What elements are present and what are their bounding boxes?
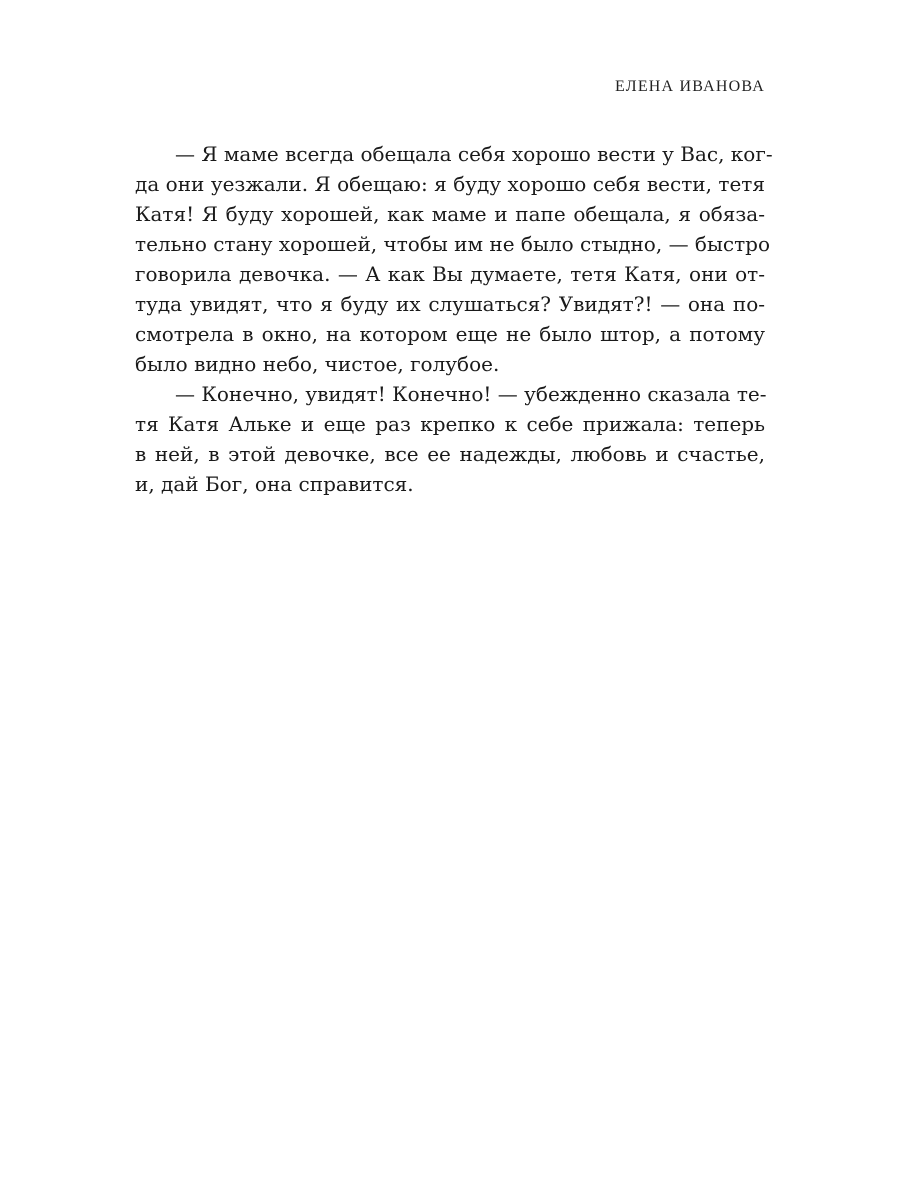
text-line: говорила девочка. — А как Вы думаете, тетя Катя, они от-: [135, 262, 765, 286]
text-line: и, дай Бог, она справится.: [135, 472, 414, 496]
text-line: было видно небо, чистое, голубое.: [135, 352, 500, 376]
text-line: да они уезжали. Я обещаю: я буду хорошо себя вести, тетя: [135, 172, 765, 196]
body-text: [135, 139, 773, 499]
text-line: — Я маме всегда обещала себя хорошо вести у Вас, ког-: [175, 142, 773, 166]
text-line: в ней, в этой девочке, все ее надежды, любовь и счастье,: [135, 442, 765, 466]
text-line: Катя! Я буду хорошей, как маме и папе обещала, я обяза-: [135, 202, 765, 226]
paragraph-1: [135, 139, 773, 379]
text-line: тельно стану хорошей, чтобы им не было стыдно, — быстро: [135, 232, 770, 256]
text-line: смотрела в окно, на котором еще не было штор, а потому: [135, 322, 765, 346]
text-line: тя Катя Альке и еще раз крепко к себе прижала: теперь: [135, 412, 765, 436]
text-line: — Конечно, увидят! Конечно! — убежденно сказала те-: [175, 382, 767, 406]
text-line: туда увидят, что я буду их слушаться? Увидят?! — она по-: [135, 292, 765, 316]
running-header-author: ЕЛЕНА ИВАНОВА: [615, 78, 765, 95]
paragraph-2: [135, 379, 765, 499]
